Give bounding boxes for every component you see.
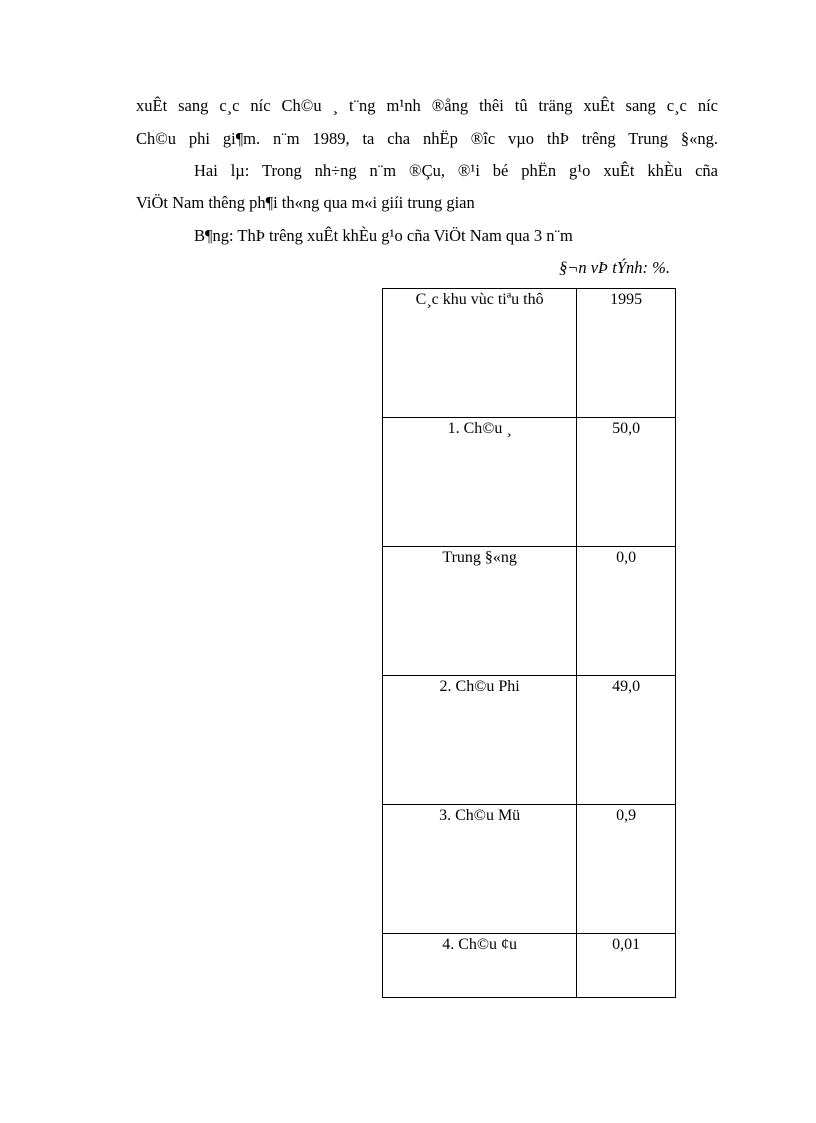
region-cell: 4. Ch©u ¢u bbox=[383, 934, 577, 998]
table-header-row bbox=[383, 289, 676, 418]
paragraph-line-2: Ch©u phi gi¶m. n¨m 1989, ta cha nhËp ®îc vµo thÞ trêng Trung §«ng. bbox=[136, 129, 718, 148]
region-cell: 2. Ch©u Phi bbox=[383, 676, 577, 805]
paragraph-line-1: xuÊt sang c¸c níc Ch©u ¸ t¨ng m¹nh ®ång thêi tû träng xuÊt sang c¸c níc bbox=[136, 96, 718, 115]
region-cell: Trung §«ng bbox=[383, 547, 577, 676]
table-row bbox=[383, 418, 676, 547]
header-region: C¸c khu vùc tiªu thô bbox=[383, 289, 577, 418]
table-caption: B¶ng: ThÞ trêng xuÊt khÈu g¹o cña ViÖt Nam qua 3 n¨m bbox=[194, 226, 573, 245]
region-cell: 3. Ch©u Mü bbox=[383, 805, 577, 934]
value-cell: 0,0 bbox=[577, 547, 676, 676]
table-row bbox=[383, 934, 676, 998]
value-cell: 49,0 bbox=[577, 676, 676, 805]
header-year: 1995 bbox=[577, 289, 676, 418]
value-cell: 50,0 bbox=[577, 418, 676, 547]
table-row bbox=[383, 805, 676, 934]
value-cell: 0,9 bbox=[577, 805, 676, 934]
paragraph-line-4: ViÖt Nam thêng ph¶i th«ng qua m«i giíi trung gian bbox=[136, 193, 475, 212]
rice-export-table bbox=[382, 288, 676, 998]
table-row bbox=[383, 676, 676, 805]
table-row bbox=[383, 547, 676, 676]
paragraph-line-3: Hai lµ: Trong nh÷ng n¨m ®Çu, ®¹i bé phËn g¹o xuÊt khÈu cña bbox=[194, 161, 718, 180]
unit-label: §¬n vÞ tÝnh: %. bbox=[558, 258, 670, 277]
region-cell: 1. Ch©u ¸ bbox=[383, 418, 577, 547]
value-cell: 0,01 bbox=[577, 934, 676, 998]
